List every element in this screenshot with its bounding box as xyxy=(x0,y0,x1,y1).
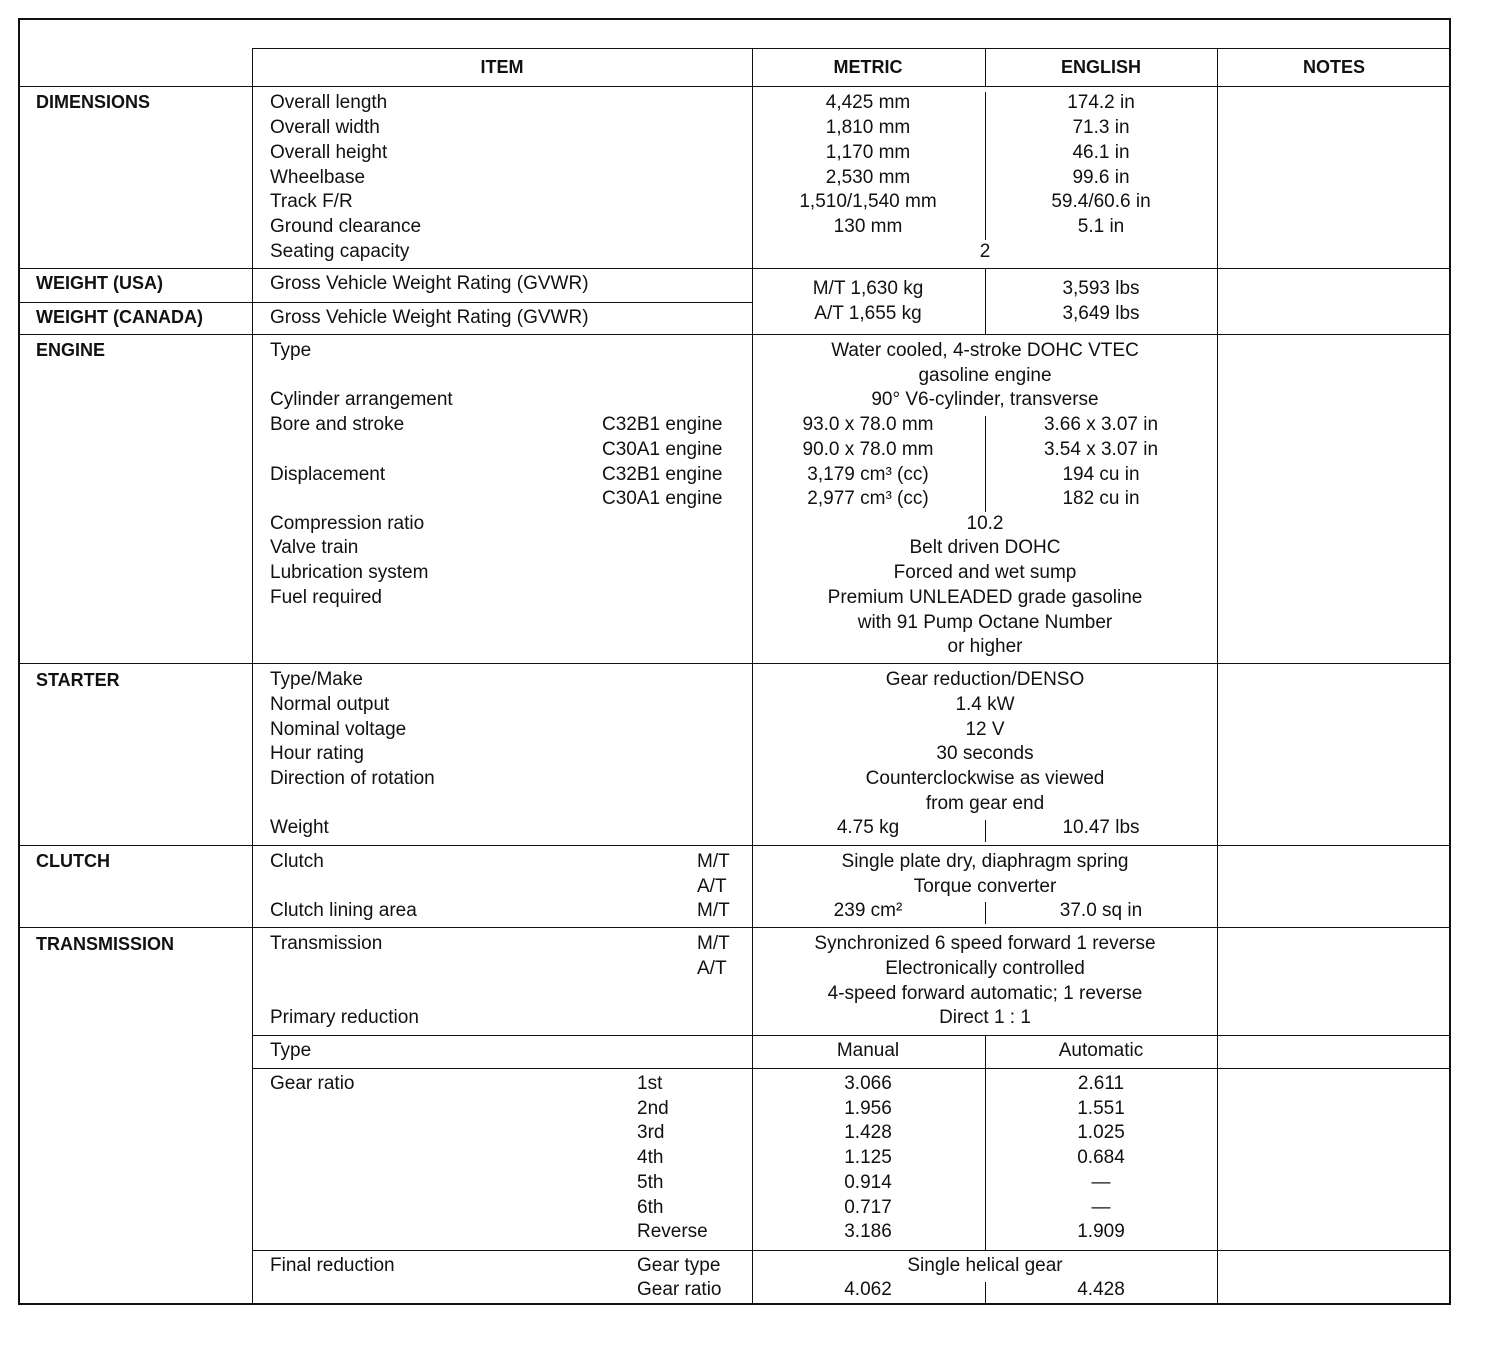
spec-table-frame xyxy=(18,18,1451,1305)
header-metric: METRIC xyxy=(833,57,903,77)
engine-bore-c30-metric: 90.0 x 78.0 mm xyxy=(802,439,934,460)
weight-mt-english: 3,593 lbs xyxy=(1062,278,1140,299)
engine-bore-c32-metric: 93.0 x 78.0 mm xyxy=(802,414,934,435)
dim-english-wheelbase: 99.6 in xyxy=(1072,167,1130,188)
engine-comp-value: 10.2 xyxy=(966,513,1004,534)
trans-type-manual: Manual xyxy=(836,1040,900,1061)
gear-automatic: 2.611 xyxy=(1077,1073,1125,1094)
engine-bore-c32-english: 3.66 x 3.07 in xyxy=(1043,414,1159,435)
gear-manual: 0.717 xyxy=(844,1197,892,1218)
dim-metric-height: 1,170 mm xyxy=(825,142,911,163)
gear-label: Reverse xyxy=(637,1221,708,1242)
clutch-at-label: A/T xyxy=(697,876,727,897)
rule-weight-usa-canada xyxy=(18,302,752,303)
gear-automatic: 1.909 xyxy=(1077,1221,1125,1242)
starter-voltage-value: 12 V xyxy=(965,719,1005,740)
engine-type-value-1: Water cooled, 4-stroke DOHC VTEC xyxy=(831,340,1139,361)
starter-type-value: Gear reduction/DENSO xyxy=(885,669,1085,690)
engine-disp-c32-label: C32B1 engine xyxy=(602,464,723,485)
dim-metric-track: 1,510/1,540 mm xyxy=(799,191,937,212)
engine-fuel-item: Fuel required xyxy=(270,587,382,608)
rule-dimensions-weight xyxy=(18,268,1451,269)
engine-cyl-item: Cylinder arrangement xyxy=(270,389,453,410)
trans-at-value-2: 4-speed forward automatic; 1 reverse xyxy=(827,983,1143,1004)
header-bottom-rule xyxy=(18,86,1451,87)
engine-valve-value: Belt driven DOHC xyxy=(909,537,1061,558)
engine-disp-c32-english: 194 cu in xyxy=(1062,464,1140,485)
rule-engine-starter xyxy=(18,663,1451,664)
weight-mt-metric: M/T 1,630 kg xyxy=(812,278,924,299)
dim-item-clearance: Ground clearance xyxy=(270,216,422,237)
starter-voltage-item: Nominal voltage xyxy=(270,719,407,740)
starter-hour-item: Hour rating xyxy=(270,743,364,764)
col-rule-english-dimensions xyxy=(985,92,986,240)
gear-automatic: 1.025 xyxy=(1077,1122,1125,1143)
trans-item: Transmission xyxy=(270,933,383,954)
gear-automatic: 1.551 xyxy=(1077,1098,1125,1119)
clutch-at-value: Torque converter xyxy=(913,876,1057,897)
section-weight-canada: WEIGHT (CANADA) xyxy=(36,307,203,327)
weight-at-english: 3,649 lbs xyxy=(1062,303,1140,324)
gear-label: 4th xyxy=(637,1147,664,1168)
header-english: ENGLISH xyxy=(1060,57,1142,77)
engine-cyl-value: 90° V6-cylinder, transverse xyxy=(871,389,1099,410)
engine-fuel-value-3: or higher xyxy=(947,636,1023,657)
engine-bore-c30-label: C30A1 engine xyxy=(602,439,723,460)
rule-primary-type xyxy=(252,1035,1451,1036)
rule-gears-final xyxy=(252,1250,1451,1251)
col-rule-english-header xyxy=(985,48,986,86)
col-rule-english-gears xyxy=(985,1035,986,1250)
col-rule-english-clutch xyxy=(985,902,986,924)
engine-valve-item: Valve train xyxy=(270,537,359,558)
gear-manual: 3.186 xyxy=(844,1221,892,1242)
starter-dir-item: Direction of rotation xyxy=(270,768,435,789)
col-rule-english-weight xyxy=(985,268,986,334)
gear-automatic: — xyxy=(1091,1197,1111,1218)
gear-label: 1st xyxy=(637,1073,663,1094)
gear-label: 5th xyxy=(637,1172,664,1193)
clutch-mt-value: Single plate dry, diaphragm spring xyxy=(841,851,1129,872)
trans-primary-item: Primary reduction xyxy=(270,1007,419,1028)
dim-english-height: 46.1 in xyxy=(1072,142,1130,163)
starter-weight-english: 10.47 lbs xyxy=(1062,817,1140,838)
header-item: ITEM xyxy=(480,57,524,77)
header-notes: NOTES xyxy=(1302,57,1366,77)
section-dimensions: DIMENSIONS xyxy=(36,92,151,112)
trans-final-item: Final reduction xyxy=(270,1255,395,1276)
dim-metric-length: 4,425 mm xyxy=(825,92,911,113)
trans-gear-type-label: Gear type xyxy=(637,1255,721,1276)
engine-disp-c30-english: 182 cu in xyxy=(1062,488,1140,509)
dim-item-length: Overall length xyxy=(270,92,388,113)
col-rule-english-starter xyxy=(985,820,986,842)
gear-manual: 1.428 xyxy=(844,1122,892,1143)
gear-label: 3rd xyxy=(637,1122,665,1143)
header-top-rule xyxy=(252,48,1451,49)
weight-canada-item: Gross Vehicle Weight Rating (GVWR) xyxy=(270,307,589,328)
trans-primary-value: Direct 1 : 1 xyxy=(939,1007,1031,1028)
starter-output-item: Normal output xyxy=(270,694,390,715)
engine-type-value-2: gasoline engine xyxy=(918,365,1052,386)
engine-comp-item: Compression ratio xyxy=(270,513,425,534)
trans-gear-ratio-label: Gear ratio xyxy=(637,1279,722,1300)
gear-manual: 1.125 xyxy=(844,1147,892,1168)
clutch-lining-metric: 239 cm² xyxy=(833,900,903,921)
dim-seating-value: 2 xyxy=(979,241,991,262)
section-starter: STARTER xyxy=(36,670,120,690)
engine-fuel-value-2: with 91 Pump Octane Number xyxy=(857,612,1113,633)
gear-automatic: — xyxy=(1091,1172,1111,1193)
dim-english-clearance: 5.1 in xyxy=(1077,216,1125,237)
engine-lube-value: Forced and wet sump xyxy=(893,562,1077,583)
starter-output-value: 1.4 kW xyxy=(955,694,1015,715)
gear-manual: 3.066 xyxy=(844,1073,892,1094)
trans-final-automatic: 4.428 xyxy=(1077,1279,1125,1300)
col-rule-item xyxy=(252,48,253,1305)
trans-mt-label: M/T xyxy=(697,933,730,954)
dim-english-width: 71.3 in xyxy=(1072,117,1130,138)
dim-item-track: Track F/R xyxy=(270,191,353,212)
trans-mt-value: Synchronized 6 speed forward 1 reverse xyxy=(814,933,1156,954)
section-engine: ENGINE xyxy=(36,340,106,360)
section-transmission: TRANSMISSION xyxy=(36,934,175,954)
trans-at-label: A/T xyxy=(697,958,727,979)
starter-type-item: Type/Make xyxy=(270,669,363,690)
dim-item-wheelbase: Wheelbase xyxy=(270,167,366,188)
dim-item-height: Overall height xyxy=(270,142,388,163)
trans-at-value-1: Electronically controlled xyxy=(885,958,1085,979)
trans-type-automatic: Automatic xyxy=(1058,1040,1144,1061)
clutch-item: Clutch xyxy=(270,851,324,872)
col-rule-notes xyxy=(1217,48,1218,1305)
dim-metric-wheelbase: 2,530 mm xyxy=(825,167,911,188)
engine-disp-item: Displacement xyxy=(270,464,386,485)
starter-dir-value-1: Counterclockwise as viewed xyxy=(865,768,1105,789)
col-rule-english-final xyxy=(985,1282,986,1305)
engine-bore-item: Bore and stroke xyxy=(270,414,405,435)
engine-fuel-value-1: Premium UNLEADED grade gasoline xyxy=(827,587,1143,608)
engine-bore-c30-english: 3.54 x 3.07 in xyxy=(1043,439,1159,460)
starter-hour-value: 30 seconds xyxy=(936,743,1034,764)
starter-dir-value-2: from gear end xyxy=(925,793,1045,814)
engine-disp-c32-metric: 3,179 cm³ (cc) xyxy=(807,464,929,485)
clutch-lining-item: Clutch lining area xyxy=(270,900,417,921)
dim-metric-clearance: 130 mm xyxy=(833,216,903,237)
gear-manual: 1.956 xyxy=(844,1098,892,1119)
col-rule-english-engine xyxy=(985,416,986,512)
engine-lube-item: Lubrication system xyxy=(270,562,429,583)
clutch-lining-mt-label: M/T xyxy=(697,900,730,921)
gear-label: 6th xyxy=(637,1197,664,1218)
weight-at-metric: A/T 1,655 kg xyxy=(814,303,922,324)
trans-final-manual: 4.062 xyxy=(844,1279,892,1300)
col-rule-metric xyxy=(752,48,753,1305)
starter-weight-metric: 4.75 kg xyxy=(836,817,900,838)
engine-disp-c30-label: C30A1 engine xyxy=(602,488,723,509)
clutch-mt-label: M/T xyxy=(697,851,730,872)
trans-gear-item: Gear ratio xyxy=(270,1073,355,1094)
dim-english-length: 174.2 in xyxy=(1067,92,1135,113)
rule-starter-clutch xyxy=(18,845,1451,846)
rule-type-gears xyxy=(252,1068,1451,1069)
rule-clutch-transmission xyxy=(18,927,1451,928)
clutch-lining-english: 37.0 sq in xyxy=(1059,900,1143,921)
engine-bore-c32-label: C32B1 engine xyxy=(602,414,723,435)
dim-item-seating: Seating capacity xyxy=(270,241,410,262)
gear-automatic: 0.684 xyxy=(1077,1147,1125,1168)
trans-gear-type-value: Single helical gear xyxy=(907,1255,1063,1276)
dim-metric-width: 1,810 mm xyxy=(825,117,911,138)
section-weight-usa: WEIGHT (USA) xyxy=(36,273,163,293)
weight-usa-item: Gross Vehicle Weight Rating (GVWR) xyxy=(270,273,589,294)
gear-manual: 0.914 xyxy=(844,1172,892,1193)
gear-label: 2nd xyxy=(637,1098,669,1119)
trans-type-item: Type xyxy=(270,1040,312,1061)
rule-weight-engine xyxy=(18,334,1451,335)
dim-item-width: Overall width xyxy=(270,117,380,138)
section-clutch: CLUTCH xyxy=(36,851,110,871)
engine-type-item: Type xyxy=(270,340,312,361)
dim-english-track: 59.4/60.6 in xyxy=(1051,191,1151,212)
engine-disp-c30-metric: 2,977 cm³ (cc) xyxy=(807,488,929,509)
starter-weight-item: Weight xyxy=(270,817,329,838)
